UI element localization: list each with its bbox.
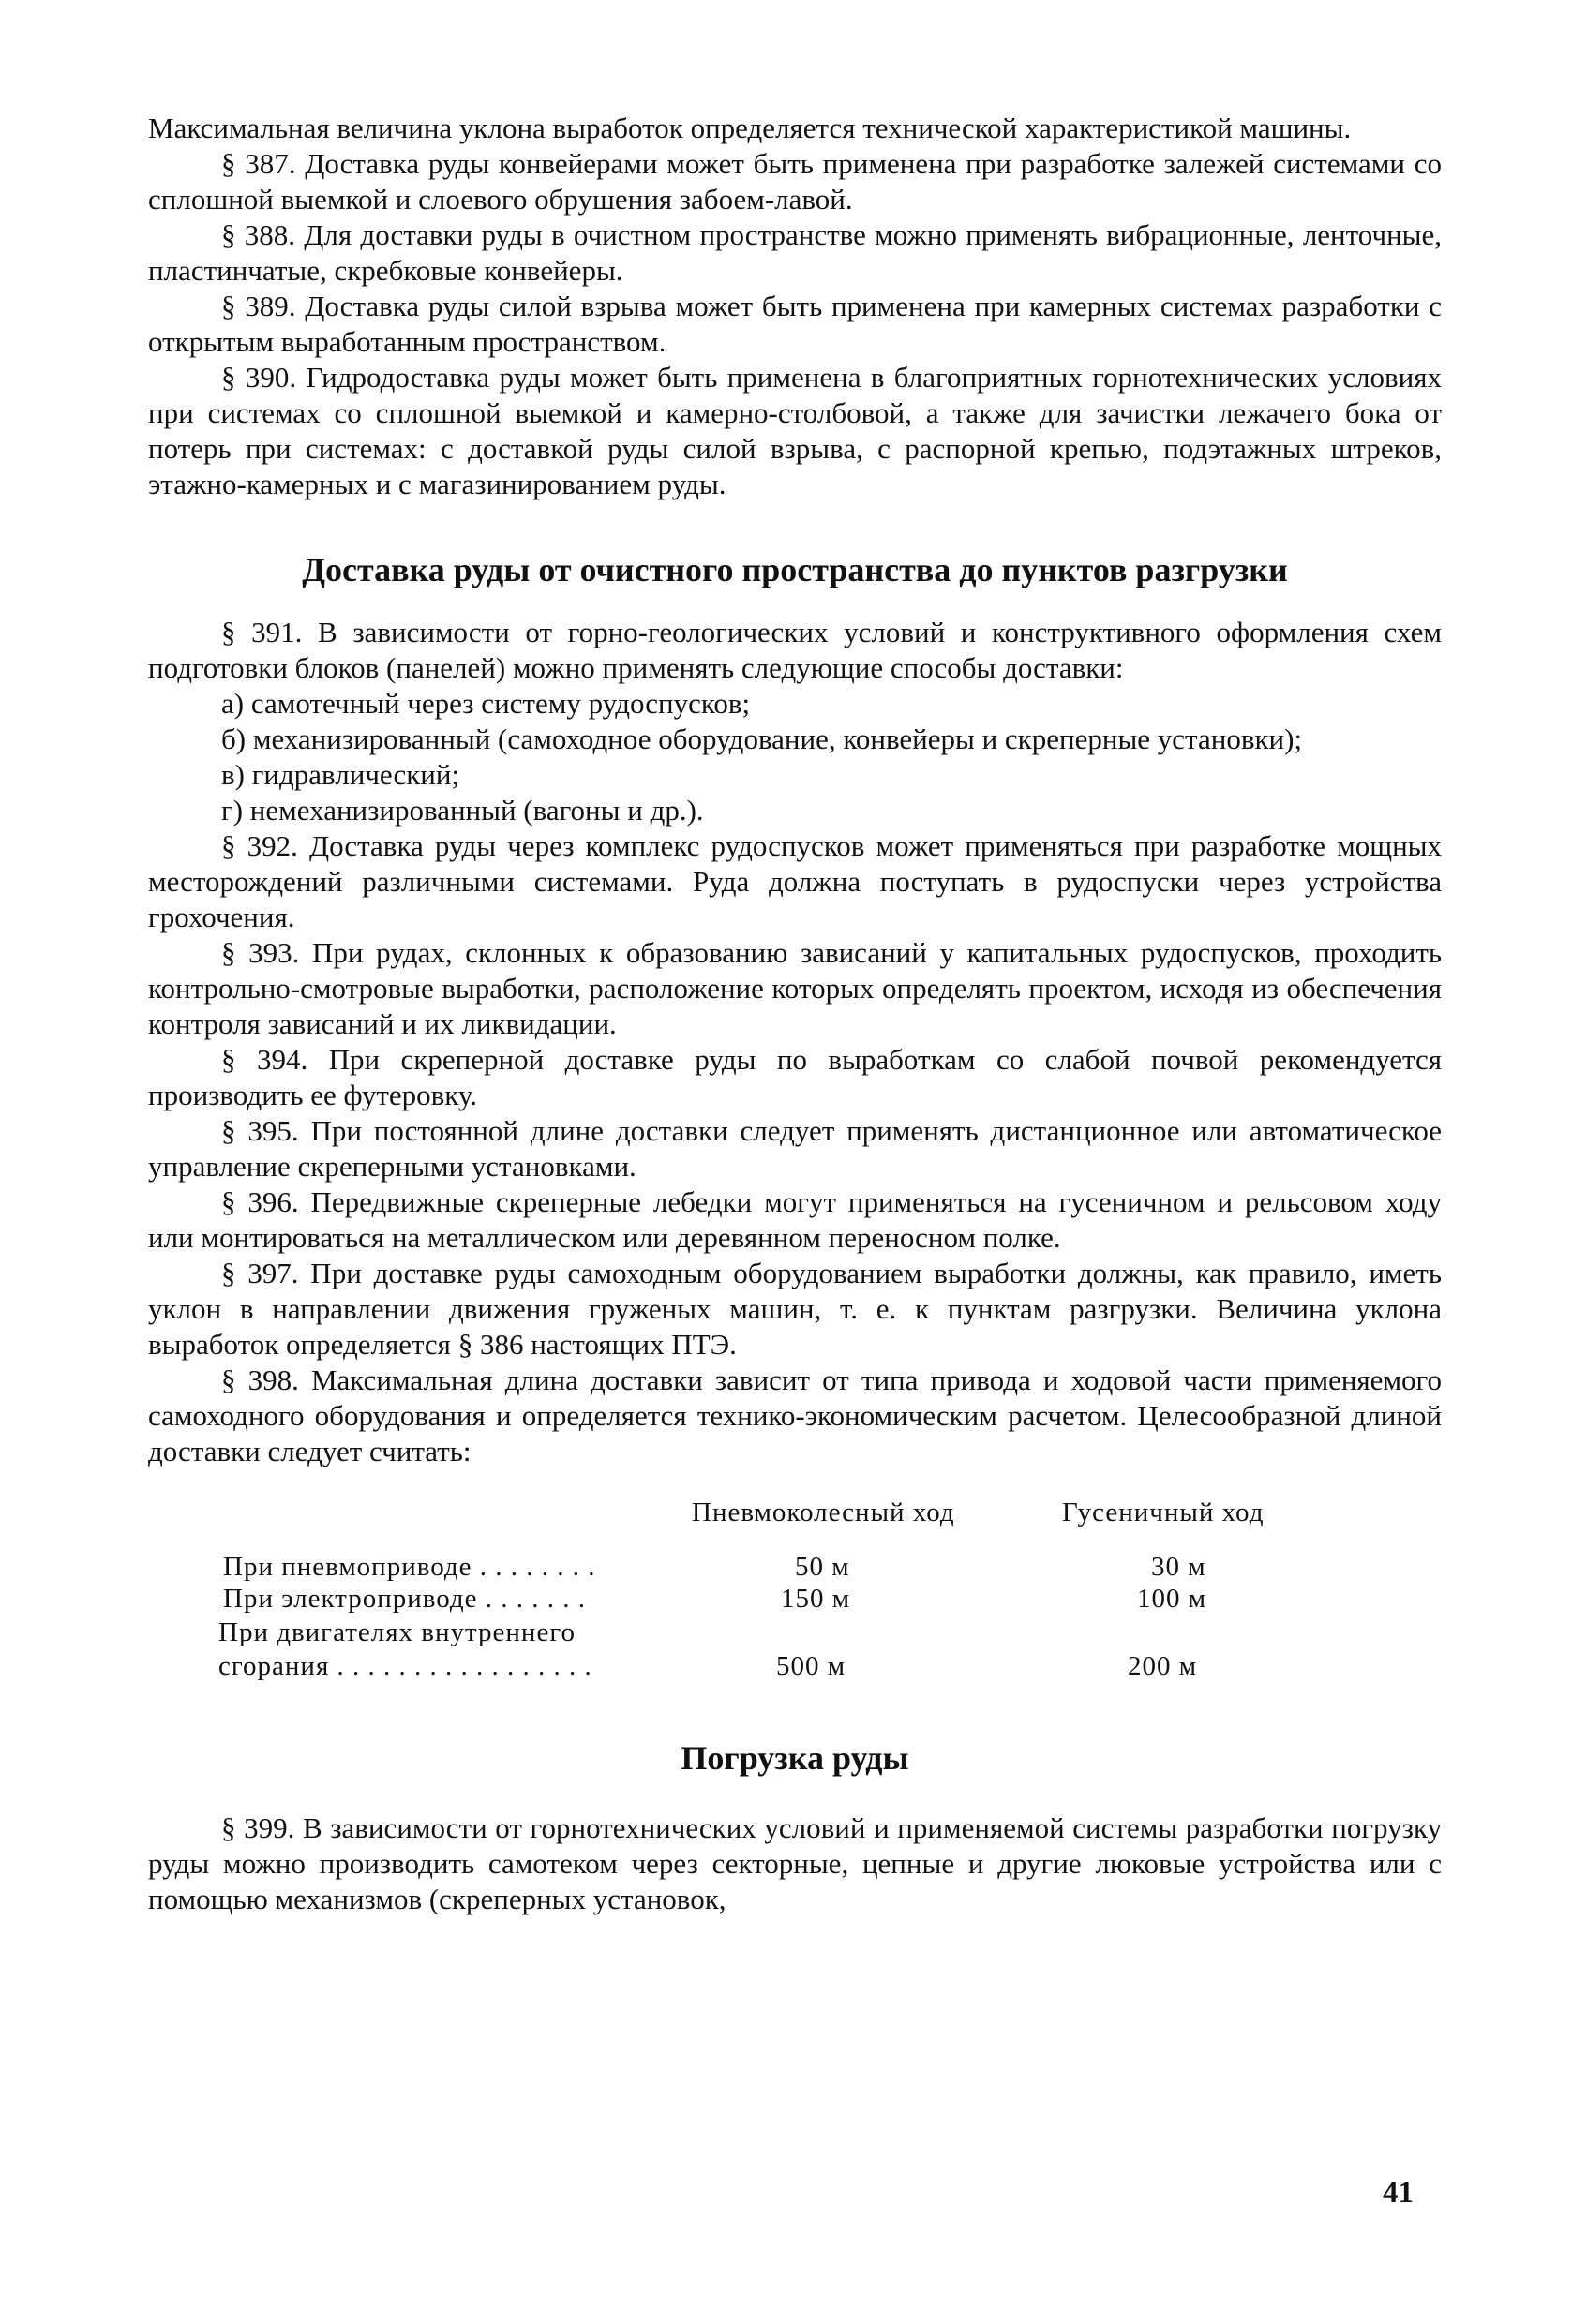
table-cell-pneumatic: 150 м — [781, 1584, 851, 1614]
list-item-b: б) механизированный (самоходное оборудование, конвейеры и скреперные установки); — [221, 723, 1303, 755]
paragraph-397: § 397. При доставке руды самоходным оборудованием выработки должны, как правило, иметь уклон в направлении движения груженых машин, т. е. к пунктам разгрузки. Величина уклона выработок определяется § 386 настоящих ПТЭ. — [148, 1257, 1442, 1361]
paragraph-387: § 387. Доставка руды конвейерами может быть применена при разработке залежей системами со сплошной выемкой и слоевого обрушения забоем-лавой. — [148, 147, 1442, 216]
table-row-label: При двигателях внутреннего — [218, 1617, 576, 1647]
paragraph-391: § 391. В зависимости от горно-геологических условий и конструктивного оформления схем подготовки блоков (панелей) можно применять следующие способы доставки: — [148, 616, 1442, 684]
table-cell-tracked: 100 м — [1137, 1584, 1207, 1614]
paragraph-395: § 395. При постоянной длине доставки следует применять дистанционное или автоматическое управление скреперными установками. — [148, 1114, 1442, 1183]
list-item-g: г) немеханизированный (вагоны и др.). — [221, 794, 704, 827]
list-item-v: в) гидравлический; — [221, 758, 460, 791]
paragraph-388: § 388. Для доставки руды в очистном пространстве можно применять вибрационные, ленточные, пластинчатые, скребковые конвейеры. — [148, 218, 1442, 287]
paragraph-392: § 392. Доставка руды через комплекс рудоспусков может применяться при разработке мощных месторождений различными системами. Руда должна поступать в рудоспуски через устройства грохочения. — [148, 829, 1442, 933]
section-title-delivery: Доставка руды от очистного пространства до пунктов разгрузки — [302, 551, 1288, 588]
table-row-label: При пневмоприводе . . . . . . . . — [223, 1552, 596, 1582]
table-cell-pneumatic: 500 м — [776, 1651, 846, 1681]
paragraph-398: § 398. Максимальная длина доставки зависит от типа привода и ходовой части применяемого самоходного оборудования и определяется технико-экономическим расчетом. Целесообразной длиной доставки следует считать: — [148, 1363, 1442, 1467]
list-item-a: а) самотечный через систему рудоспусков; — [221, 687, 751, 720]
page-body — [148, 111, 1442, 1917]
table-row — [148, 1617, 1442, 1649]
table-header-pneumatic: Пневмоколесный ход — [692, 1497, 955, 1527]
table-row-label: сгорания . . . . . . . . . . . . . . . . . — [218, 1651, 592, 1681]
table-row — [148, 1552, 1442, 1584]
table-row — [148, 1651, 1442, 1683]
table-row — [148, 1584, 1442, 1616]
delivery-length-table — [148, 1497, 1442, 1694]
table-cell-tracked: 30 м — [1151, 1552, 1206, 1582]
table-cell-tracked: 200 м — [1128, 1651, 1198, 1681]
paragraph-390: § 390. Гидродоставка руды может быть применена в благоприятных горнотехнических условиях при системах со сплошной выемкой и камерно-столбовой, а также для зачистки лежачего бока от потерь при системах: с доставкой руды силой взрыва, с распорной крепью, подэтажных штреков, этажно-камерных и с магазинированием руды. — [148, 361, 1442, 500]
paragraph-394: § 394. При скреперной доставке руды по выработкам со слабой почвой рекомендуется производить ее футеровку. — [148, 1043, 1442, 1111]
section-title-loading: Погрузка руды — [681, 1739, 909, 1777]
paragraph-396: § 396. Передвижные скреперные лебедки могут применяться на гусеничном и рельсовом ходу или монтироваться на металлическом или деревянном переносном полке. — [148, 1185, 1442, 1254]
paragraph-393: § 393. При рудах, склонных к образованию зависаний у капитальных рудоспусков, проходить контрольно-смотровые выработки, расположение которых определять проектом, исходя из обеспечения контроля зависаний и их ликвидации. — [148, 936, 1442, 1040]
paragraph-399: § 399. В зависимости от горнотехнических условий и применяемой системы разработки погрузку руды можно производить самотеком через секторные, цепные и другие люковые устройства или с помощью механизмов (скреперных установок, — [148, 1811, 1442, 1915]
table-cell-pneumatic: 50 м — [795, 1552, 850, 1582]
paragraph-389: § 389. Доставка руды силой взрыва может быть применена при камерных системах разработки с открытым выработанным пространством. — [148, 290, 1442, 358]
table-row-label: При электроприводе . . . . . . . — [223, 1584, 587, 1614]
paragraph-intro: Максимальная величина уклона выработок определяется технической характеристикой машины. — [148, 112, 1352, 144]
table-header-tracked: Гусеничный ход — [1062, 1497, 1265, 1527]
page-number: 41 — [1383, 2176, 1414, 2210]
